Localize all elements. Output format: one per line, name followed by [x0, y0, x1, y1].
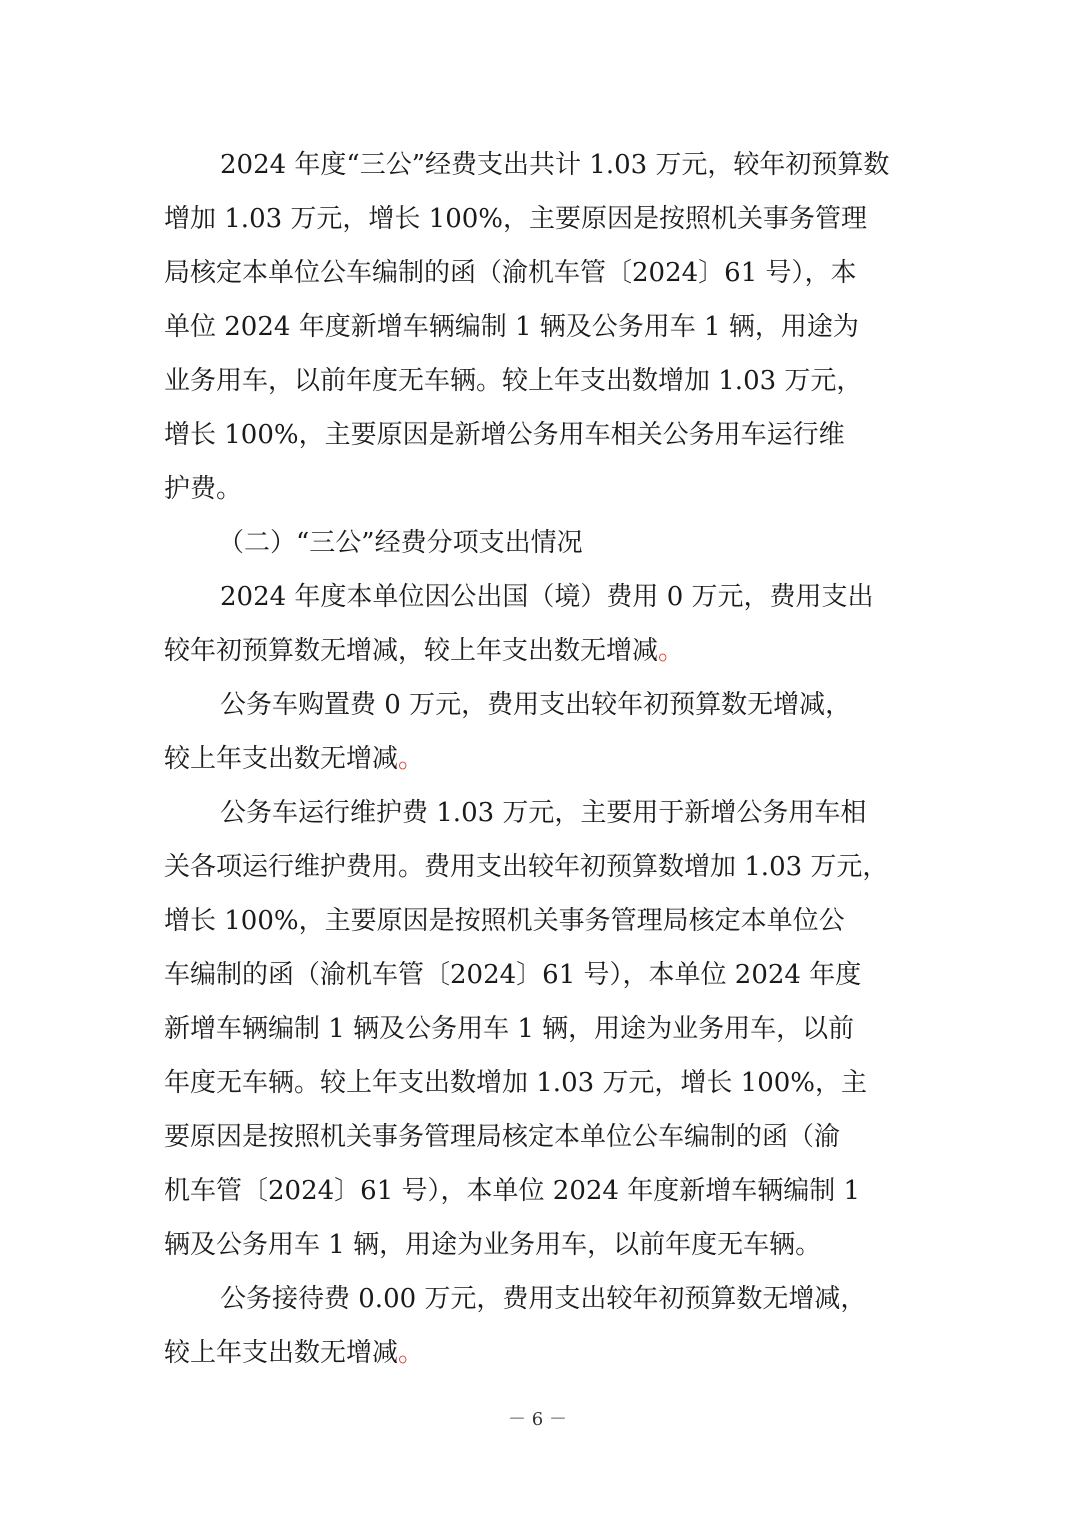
line-text: 较上年支出数无增减: [164, 744, 399, 774]
text-line: [0, 1063, 1075, 1103]
text-line: [0, 793, 1075, 833]
red-period: 。: [398, 744, 425, 774]
text-line: [0, 1225, 1075, 1265]
line-text: 局核定本单位公车编制的函（渝机车管〔2024〕61 号），本: [164, 258, 857, 288]
text-line: [0, 1279, 1075, 1319]
text-line: [0, 739, 1075, 779]
text-line: [0, 1009, 1075, 1049]
text-line: [0, 253, 1075, 293]
line-text: 新增车辆编制 1 辆及公务用车 1 辆，用途为业务用车，以前: [164, 1014, 855, 1044]
red-period: 。: [398, 1338, 425, 1368]
text-line: [0, 1117, 1075, 1157]
text-line: [0, 415, 1075, 455]
page-number: － 6 －: [508, 1409, 567, 1430]
line-text: 车编制的函（渝机车管〔2024〕61 号），本单位 2024 年度: [164, 960, 862, 990]
text-line: [0, 685, 1075, 725]
section-heading: [0, 523, 1075, 563]
text-line: [0, 361, 1075, 401]
red-period: 。: [658, 636, 685, 666]
line-text: 2024 年度本单位因公出国（境）费用 0 万元，费用支出: [220, 582, 874, 612]
line-text: 要原因是按照机关事务管理局核定本单位公车编制的函（渝: [164, 1122, 841, 1152]
line-text: 公务车购置费 0 万元，费用支出较年初预算数无增减，: [220, 690, 852, 720]
line-text: 单位 2024 年度新增车辆编制 1 辆及公务用车 1 辆，用途为: [164, 312, 859, 342]
text-line: [0, 307, 1075, 347]
line-text: 关各项运行维护费用。费用支出较年初预算数增加 1.03 万元，: [164, 852, 889, 882]
line-text: 增加 1.03 万元，增长 100%，主要原因是按照机关事务管理: [164, 204, 868, 234]
text-line: [0, 469, 1075, 509]
line-text: 较上年支出数无增减: [164, 1338, 399, 1368]
line-text: 公务车运行维护费 1.03 万元，主要用于新增公务用车相: [220, 798, 867, 828]
line-text: 增长 100%，主要原因是新增公务用车相关公务用车运行维: [164, 420, 845, 450]
line-text: 较年初预算数无增减，较上年支出数无增减: [164, 636, 659, 666]
text-line: [0, 199, 1075, 239]
line-text: 2024 年度“三公”经费支出共计 1.03 万元，较年初预算数: [220, 150, 890, 180]
heading-text: （二）“三公”经费分项支出情况: [218, 528, 583, 558]
text-line: [0, 145, 1075, 185]
text-line: [0, 577, 1075, 617]
line-text: 增长 100%，主要原因是按照机关事务管理局核定本单位公: [164, 906, 845, 936]
text-line: [0, 955, 1075, 995]
line-text: 年度无车辆。较上年支出数增加 1.03 万元，增长 100%，主: [164, 1068, 868, 1098]
line-text: 机车管〔2024〕61 号），本单位 2024 年度新增车辆编制 1: [164, 1176, 861, 1206]
text-line: [0, 631, 1075, 671]
text-line: [0, 847, 1075, 887]
line-text: 业务用车，以前年度无车辆。较上年支出数增加 1.03 万元，: [164, 366, 863, 396]
line-text: 护费。: [164, 474, 243, 504]
text-line: [0, 1333, 1075, 1373]
line-text: 公务接待费 0.00 万元，费用支出较年初预算数无增减，: [220, 1284, 867, 1314]
text-line: [0, 1171, 1075, 1211]
text-line: [0, 901, 1075, 941]
line-text: 辆及公务用车 1 辆，用途为业务用车，以前年度无车辆。: [164, 1230, 822, 1260]
